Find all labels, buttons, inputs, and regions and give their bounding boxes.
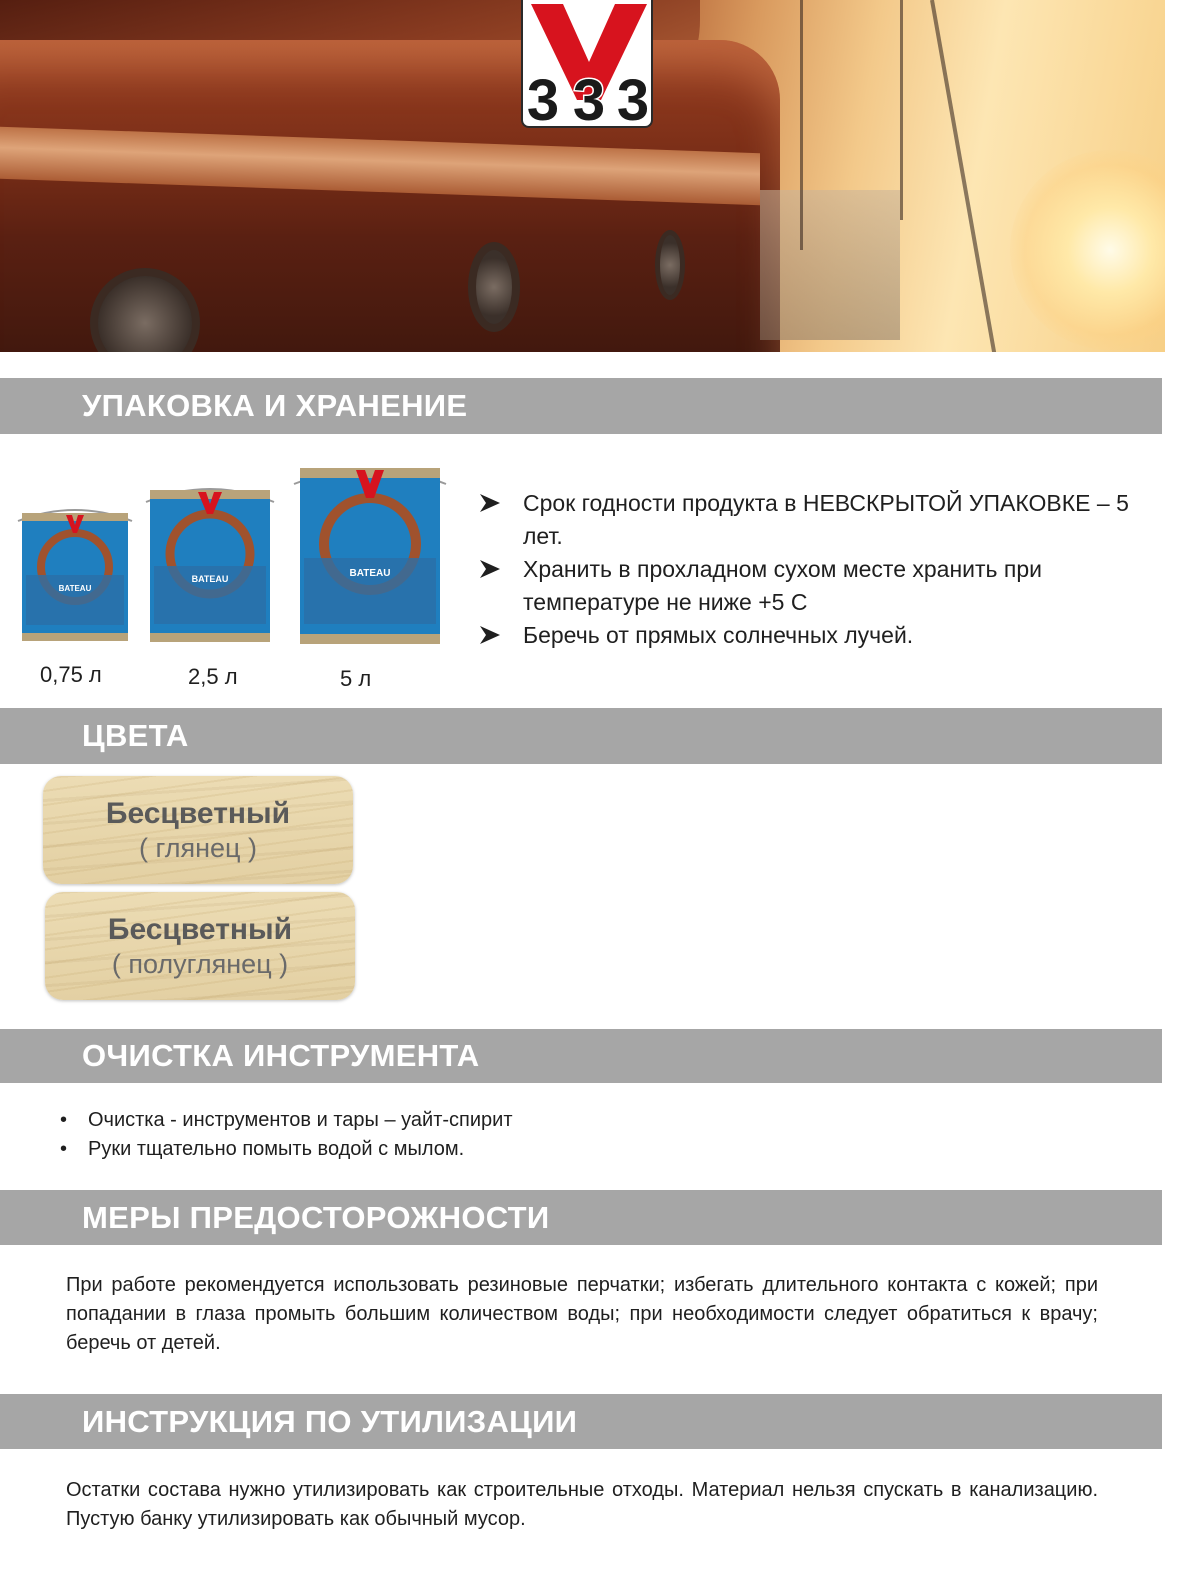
precautions-text: При работе рекомендуется использовать резиновые перчатки; избегать длительного контакта с кожей; при попадании в глаза промыть большим количеством воды; при необходимости следует обратиться к врачу; беречь от детей. [66,1274,1098,1354]
section-title: УПАКОВКА И ХРАНЕНИЕ [82,388,468,423]
hero-rope [930,0,996,352]
arrow-bullet-icon [478,493,502,513]
bullet-icon: • [60,1138,68,1160]
svg-text:3: 3 [616,68,650,128]
section-title: ИНСТРУКЦИЯ ПО УТИЛИЗАЦИИ [82,1403,578,1439]
swatch-finish: ( полуглянец ) [111,948,289,979]
hero-mast [900,0,903,220]
color-swatch-semigloss [45,892,355,1000]
can-volume-label: 5 л [340,666,372,691]
list-item: • Очистка - инструментов и тары – уайт-спирит [60,1106,512,1135]
arrow-bullet-icon [478,559,502,579]
porthole [468,242,520,332]
porthole [655,230,685,300]
product-can-medium [140,482,280,646]
storage-list [478,487,1138,652]
swatch-name: Бесцветный [107,912,293,946]
list-item: Срок годности продукта в НЕВСКРЫТОЙ УПАКОВКЕ – 5 лет. [478,487,1138,553]
arrow-bullet-icon [478,625,502,645]
can-volume-label: 0,75 л [40,662,102,687]
color-swatch-gloss [43,776,353,884]
svg-text:BATEAU: BATEAU [349,568,391,579]
svg-text:BATEAU: BATEAU [58,584,92,593]
section-header-packaging [0,378,1162,434]
bullet-icon: • [60,1109,68,1131]
svg-text:BATEAU: BATEAU [191,574,229,584]
section-title: ЦВЕТА [82,718,189,753]
brand-logo [521,0,653,128]
can-volume-label: 2,5 л [188,664,238,689]
swatch-finish: ( глянец ) [138,832,257,863]
swatch-name: Бесцветный [105,796,291,830]
cleaning-list [60,1106,512,1164]
svg-text:3: 3 [572,68,606,128]
section-header-cleaning [0,1029,1162,1083]
product-can-small [12,505,138,645]
list-item: Хранить в прохладном сухом месте хранить при температуре не ниже +5 С [478,553,1138,619]
svg-text:3: 3 [526,68,560,128]
hero-mast [800,0,803,250]
disposal-text: Остатки состава нужно утилизировать как строительные отходы. Материал нельзя спускать в канализацию. Пустую банку утилизировать как обычный мусор. [66,1479,1098,1530]
section-header-disposal [0,1394,1162,1449]
section-title: ОЧИСТКА ИНСТРУМЕНТА [82,1038,480,1073]
product-can-large [288,462,452,648]
section-header-precautions [0,1190,1162,1245]
section-title: МЕРЫ ПРЕДОСТОРОЖНОСТИ [82,1199,550,1235]
section-header-colors [0,708,1162,764]
hero-dock [760,190,900,340]
list-item: Беречь от прямых солнечных лучей. [478,619,1138,652]
list-item: • Руки тщательно помыть водой с мылом. [60,1135,512,1164]
hero-sun [1010,150,1165,350]
